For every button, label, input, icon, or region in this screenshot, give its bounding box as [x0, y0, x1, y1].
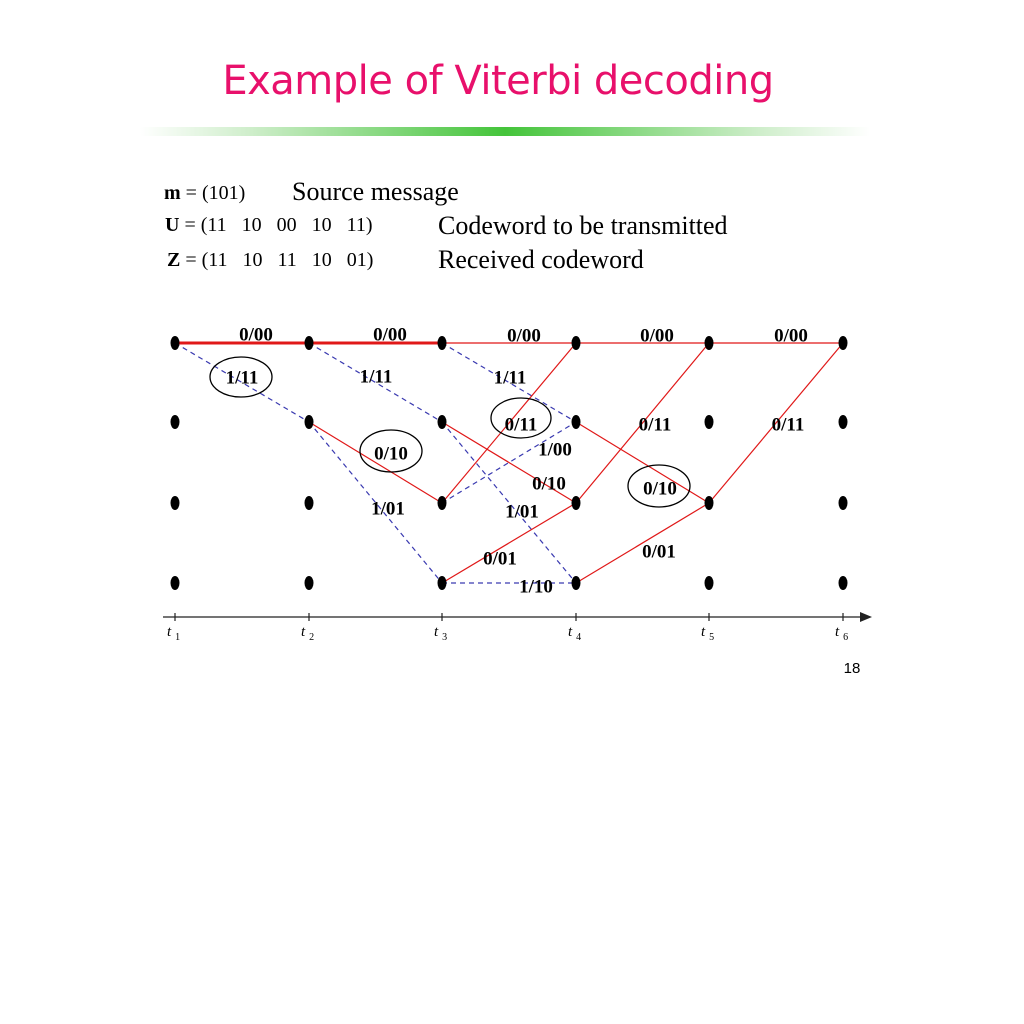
- branch-label-0-00: 0/00: [239, 324, 273, 346]
- u-value: = (11 10 00 10 11): [184, 214, 373, 236]
- time-label-t3: t $_3$: [434, 624, 448, 643]
- branch-label-0-11: 0/11: [771, 414, 805, 436]
- trellis-node-t2-s3: [305, 576, 314, 590]
- branch-label-0-00: 0/00: [640, 325, 674, 347]
- trellis-node-t5-s2: [705, 496, 714, 510]
- trellis-node-t5-s3: [705, 576, 714, 590]
- trellis-node-t2-s1: [305, 415, 314, 429]
- branch-label-1-01: 1/01: [505, 501, 539, 523]
- trellis-node-t6-s1: [839, 415, 848, 429]
- m-value: = (101): [185, 182, 246, 204]
- branch-label-0-00: 0/00: [507, 325, 541, 347]
- time-label-t1: t $_1$: [167, 624, 181, 643]
- time-label-t5: t $_5$: [701, 624, 715, 643]
- trellis-node-t2-s0: [305, 336, 314, 350]
- branch-label-0-10: 0/10: [532, 473, 566, 495]
- trellis-node-t4-s1: [572, 415, 581, 429]
- time-label-t6: t $_6$: [835, 624, 849, 643]
- trellis-node-t5-s1: [705, 415, 714, 429]
- branch-label-0-11: 0/11: [638, 414, 672, 436]
- trellis-node-t6-s2: [839, 496, 848, 510]
- z-value: = (11 10 11 10 01): [185, 249, 374, 271]
- trellis-node-t6-s0: [839, 336, 848, 350]
- u-description: Codeword to be transmitted: [438, 211, 728, 240]
- trellis-node-t4-s2: [572, 496, 581, 510]
- slide-title: Example of Viterbi decoding: [222, 58, 774, 104]
- z-description: Received codeword: [438, 245, 644, 274]
- m-description: Source message: [292, 177, 459, 206]
- trellis-node-t3-s1: [438, 415, 447, 429]
- trellis-node-t2-s2: [305, 496, 314, 510]
- branch-label-1-01: 1/01: [371, 498, 405, 520]
- trellis-node-t4-s3: [572, 576, 581, 590]
- branch-label-0-01: 0/01: [642, 541, 676, 563]
- time-label-t4: t $_4$: [568, 624, 582, 643]
- trellis-node-t6-s3: [839, 576, 848, 590]
- trellis-node-t3-s2: [438, 496, 447, 510]
- trellis-node-t1-s1: [171, 415, 180, 429]
- time-axis-arrowhead: [860, 612, 872, 622]
- z-symbol: Z: [167, 249, 181, 271]
- page-number: 18: [843, 660, 861, 677]
- trellis-node-t5-s0: [705, 336, 714, 350]
- m-symbol: m: [164, 182, 181, 204]
- trellis-node-t4-s0: [572, 336, 581, 350]
- trellis-node-t1-s0: [171, 336, 180, 350]
- branch-label-0-01: 0/01: [483, 548, 517, 570]
- branch-label-1-11: 1/11: [359, 366, 393, 388]
- branch-label-0-10: 0/10: [643, 478, 677, 500]
- time-label-t2: t $_2$: [301, 624, 315, 643]
- trellis-node-t3-s3: [438, 576, 447, 590]
- branch-label-0-00: 0/00: [373, 324, 407, 346]
- branch-label-1-11: 1/11: [225, 367, 259, 389]
- trellis-node-t1-s3: [171, 576, 180, 590]
- trellis-node-t1-s2: [171, 496, 180, 510]
- u-symbol: U: [165, 214, 180, 236]
- branch-label-1-11: 1/11: [493, 367, 527, 389]
- trellis-node-t3-s0: [438, 336, 447, 350]
- branch-label-0-00: 0/00: [774, 325, 808, 347]
- branch-label-1-00: 1/00: [538, 439, 572, 461]
- branch-label-0-11: 0/11: [504, 414, 538, 436]
- branch-label-1-10: 1/10: [519, 576, 553, 598]
- branch-label-0-10: 0/10: [374, 443, 408, 465]
